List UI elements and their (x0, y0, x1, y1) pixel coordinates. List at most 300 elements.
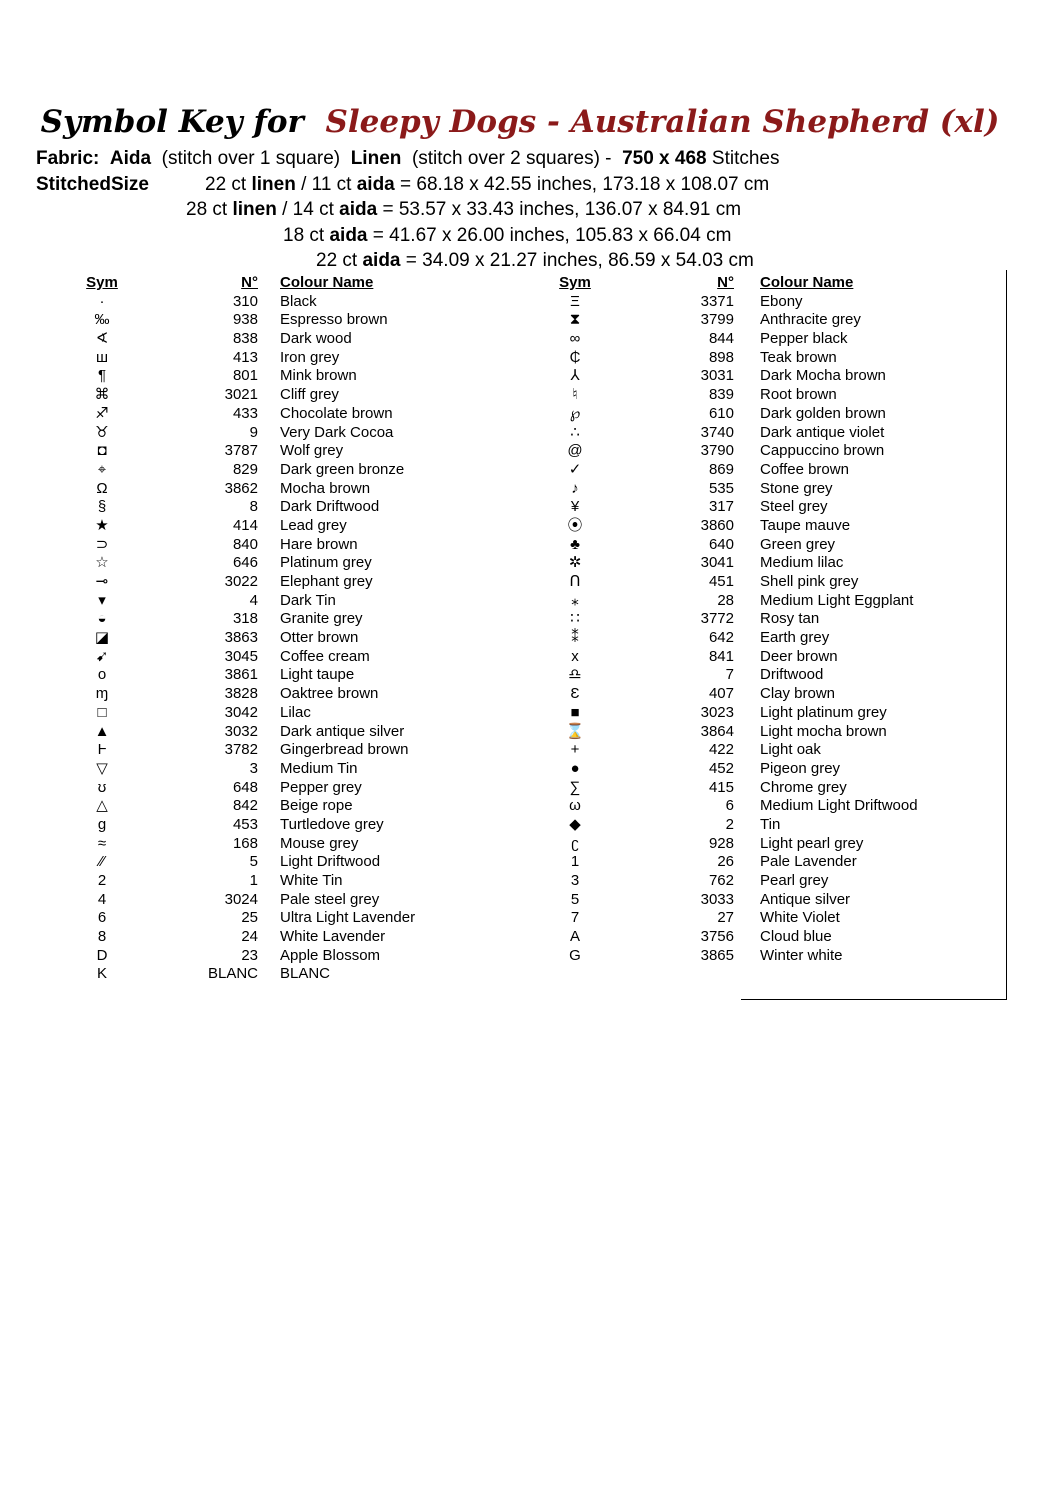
table-row (72, 461, 512, 480)
row-number: 3023 (700, 703, 734, 721)
row-symbol: ⁄⁄ (99, 853, 105, 871)
row-symbol: ∢ (95, 330, 109, 348)
row-colour-name: Dark Mocha brown (760, 367, 886, 385)
table-row (72, 405, 512, 424)
row-symbol: ♉ (95, 423, 109, 441)
size-1-aida: aida (356, 174, 395, 195)
row-symbol: ω (569, 797, 581, 815)
row-number: 842 (232, 797, 258, 815)
row-colour-name: Dark antique silver (280, 722, 405, 740)
fabric-linen: Linen (350, 148, 402, 169)
table-row (72, 723, 512, 742)
row-number: 646 (232, 554, 258, 572)
row-number: 407 (708, 685, 734, 703)
row-symbol: ♐ (95, 404, 109, 422)
row-symbol: Ⱶ (97, 741, 107, 759)
size-line-1 (205, 174, 769, 196)
row-symbol: · (99, 292, 105, 310)
row-number: 3790 (700, 442, 734, 460)
table-row (72, 517, 512, 536)
table-row (545, 648, 1005, 667)
row-number: 7 (725, 666, 734, 684)
row-colour-name: Shell pink grey (760, 573, 859, 590)
row-symbol: 6 (97, 909, 107, 927)
row-colour-name: Green grey (760, 535, 836, 553)
table-row (72, 816, 512, 835)
row-number: 168 (232, 834, 258, 852)
row-number: 6 (725, 797, 734, 815)
table-row (72, 536, 512, 555)
row-colour-name: Driftwood (760, 666, 824, 684)
row-symbol: 1 (570, 853, 580, 871)
row-number: 640 (708, 535, 734, 553)
table-row (72, 779, 512, 798)
row-number: 3045 (224, 647, 258, 665)
table-row (72, 797, 512, 816)
row-colour-name: Ebony (760, 292, 803, 310)
row-colour-name: Wolf grey (280, 442, 344, 460)
row-number: 415 (708, 778, 734, 796)
table-row (545, 442, 1005, 461)
row-number: 3782 (224, 741, 258, 759)
row-colour-name: Winter white (760, 946, 843, 964)
row-number: 422 (708, 741, 734, 759)
row-colour-name: Teak brown (760, 348, 837, 366)
row-number: 938 (232, 311, 258, 329)
table-row (545, 872, 1005, 891)
page-title (0, 104, 1040, 140)
row-colour-name: Earth grey (760, 629, 830, 647)
row-number: 3865 (700, 946, 734, 964)
table-row (72, 835, 512, 854)
row-colour-name: Turtledove grey (280, 815, 384, 833)
row-symbol: ★ (95, 516, 109, 534)
row-number: 3740 (700, 423, 734, 441)
row-symbol: D (96, 946, 108, 964)
row-number: 8 (249, 498, 258, 516)
row-symbol: △ (96, 797, 108, 815)
table-row (72, 349, 512, 368)
stitched-label: StitchedSize (36, 174, 149, 195)
row-number: 433 (232, 404, 258, 422)
table-row (72, 666, 512, 685)
row-number: 928 (708, 834, 734, 852)
row-symbol: ☆ (95, 554, 109, 572)
row-colour-name: Clay brown (760, 685, 836, 703)
table-row (72, 853, 512, 872)
fabric-linen-note: (stitch over 2 squares) - (411, 148, 612, 169)
table-row (545, 311, 1005, 330)
row-colour-name: Medium Tin (280, 759, 358, 777)
row-colour-name: Pepper black (760, 330, 848, 348)
row-symbol: ♪ (571, 479, 579, 497)
header-name: Colour Name (760, 274, 854, 291)
row-symbol: Ξ (570, 292, 580, 310)
table-row (72, 741, 512, 760)
row-colour-name: Light Driftwood (280, 853, 381, 871)
row-colour-name: Steel grey (760, 498, 828, 516)
row-number: 648 (232, 778, 258, 796)
row-symbol: □ (97, 703, 107, 721)
size-4-dims: = 34.09 x 21.27 inches, 86.59 x 54.03 cm (405, 250, 754, 271)
table-row (545, 461, 1005, 480)
row-colour-name: Dark antique violet (760, 423, 885, 441)
table-row (72, 648, 512, 667)
table-row (72, 704, 512, 723)
row-symbol: ◒ (97, 610, 107, 628)
row-number: 3032 (224, 722, 258, 740)
table-row (545, 517, 1005, 536)
row-colour-name: Light mocha brown (760, 722, 887, 740)
row-number: 829 (232, 460, 258, 478)
table-row (72, 442, 512, 461)
row-number: 3041 (700, 554, 734, 572)
row-symbol: ● (570, 759, 580, 777)
row-colour-name: White Tin (280, 872, 343, 889)
row-number: 25 (241, 909, 258, 927)
size-1-count: 22 ct (205, 174, 247, 195)
row-number: 3862 (224, 479, 258, 497)
row-number: 1 (249, 872, 258, 889)
table-row (545, 573, 1005, 592)
row-colour-name: Iron grey (280, 348, 340, 366)
row-symbol: 8 (97, 928, 107, 946)
table-row (545, 592, 1005, 611)
table-row (545, 610, 1005, 629)
table-row (545, 386, 1005, 405)
row-colour-name: Beige rope (280, 797, 353, 815)
table-row (72, 367, 512, 386)
row-symbol: ⊸ (95, 573, 109, 590)
table-row (72, 554, 512, 573)
table-row (545, 853, 1005, 872)
row-symbol: ✓ (568, 460, 582, 478)
table-row (72, 947, 512, 966)
row-number: 3033 (700, 890, 734, 908)
row-symbol: A (569, 928, 580, 946)
row-colour-name: Tin (760, 815, 781, 833)
row-number: 841 (708, 647, 734, 665)
table-row (72, 293, 512, 312)
table-row (72, 891, 512, 910)
row-symbol: ✲ (568, 554, 582, 572)
size-line-2 (186, 199, 741, 221)
row-colour-name: Light taupe (280, 666, 355, 684)
row-number: 898 (708, 348, 734, 366)
row-symbol: K (96, 965, 107, 983)
row-symbol: ⊃ (95, 535, 109, 553)
table-row (545, 891, 1005, 910)
row-number: 24 (241, 928, 258, 946)
row-colour-name: BLANC (280, 965, 331, 983)
row-number: 28 (717, 591, 734, 609)
row-symbol: + (570, 741, 580, 759)
row-symbol: ♣ (570, 535, 580, 553)
row-colour-name: Root brown (760, 386, 837, 404)
row-number: 3022 (224, 573, 258, 590)
row-number: 3021 (224, 386, 258, 404)
table-row (545, 367, 1005, 386)
fabric-line (36, 148, 779, 170)
row-number: 840 (232, 535, 258, 553)
title-prefix: Symbol Key for (40, 104, 304, 140)
table-row (72, 610, 512, 629)
row-symbol: ꓵ (569, 573, 581, 590)
row-colour-name: Elephant grey (280, 573, 373, 590)
row-symbol: ⧗ (569, 311, 581, 329)
table-row (545, 349, 1005, 368)
row-number: 3371 (700, 292, 734, 310)
table-row (72, 629, 512, 648)
row-number: 3828 (224, 685, 258, 703)
row-number: 3024 (224, 890, 258, 908)
row-symbol: ⁎ (571, 591, 579, 609)
table-row (72, 311, 512, 330)
row-colour-name: Chocolate brown (280, 404, 393, 422)
row-number: 9 (249, 423, 258, 441)
row-colour-name: Cliff grey (280, 386, 339, 404)
table-row (72, 424, 512, 443)
row-colour-name: Very Dark Cocoa (280, 423, 394, 441)
row-number: 27 (717, 909, 734, 927)
size-1-linen: linen (251, 174, 296, 195)
row-colour-name: Gingerbread brown (280, 741, 409, 759)
size-3-count: 18 ct (283, 225, 325, 246)
table-header (72, 274, 512, 293)
row-symbol: ⁑ (571, 629, 579, 647)
row-number: 3031 (700, 367, 734, 385)
table-row (545, 816, 1005, 835)
table-row (545, 797, 1005, 816)
size-2-count2: / 14 ct (282, 199, 334, 220)
row-symbol: ∷ (570, 610, 580, 628)
row-colour-name: Medium Light Driftwood (760, 797, 918, 815)
table-row (545, 685, 1005, 704)
size-4-aida: aida (362, 250, 401, 271)
table-row (545, 704, 1005, 723)
row-colour-name: Deer brown (760, 647, 838, 665)
row-colour-name: Light platinum grey (760, 703, 887, 721)
row-number: 762 (708, 872, 734, 889)
row-symbol: ⌘ (94, 386, 110, 404)
row-symbol: ⦿ (567, 516, 583, 534)
key-table-right (545, 274, 1005, 965)
table-row (545, 536, 1005, 555)
size-1-dims: = 68.18 x 42.55 inches, 173.18 x 108.07 cm (400, 174, 770, 195)
row-number: 26 (717, 853, 734, 871)
row-colour-name: Platinum grey (280, 554, 372, 572)
row-number: 3787 (224, 442, 258, 460)
header-num: N° (241, 274, 258, 291)
row-symbol: ♎ (568, 666, 582, 684)
row-colour-name: Stone grey (760, 479, 833, 497)
row-colour-name: Pearl grey (760, 872, 829, 889)
row-number: 414 (232, 516, 258, 534)
size-3-aida: aida (329, 225, 368, 246)
row-number: 642 (708, 629, 734, 647)
row-symbol: ɱ (95, 685, 109, 703)
row-symbol: ◪ (94, 629, 110, 647)
row-colour-name: Coffee brown (760, 460, 849, 478)
row-symbol: 5 (570, 890, 580, 908)
row-number: 413 (232, 348, 258, 366)
row-colour-name: Medium lilac (760, 554, 844, 572)
row-symbol: ‰ (94, 311, 110, 329)
row-colour-name: Dark golden brown (760, 404, 886, 422)
row-number: 23 (241, 946, 258, 964)
size-2-count: 28 ct (186, 199, 228, 220)
row-number: 318 (232, 610, 258, 628)
table-row (72, 573, 512, 592)
size-2-linen: linen (232, 199, 277, 220)
row-colour-name: Light oak (760, 741, 821, 759)
row-number: 869 (708, 460, 734, 478)
row-symbol: ♮ (572, 386, 578, 404)
row-symbol: o (97, 666, 107, 684)
size-line-3 (283, 225, 731, 247)
row-symbol: x (571, 647, 579, 665)
row-symbol: ℘ (569, 404, 581, 422)
size-2-dims: = 53.57 x 33.43 inches, 136.07 x 84.91 cm (382, 199, 742, 220)
row-symbol: ∑ (569, 778, 581, 796)
row-colour-name: White Violet (760, 909, 840, 927)
row-number: 610 (708, 404, 734, 422)
header-sym: Sym (86, 274, 118, 291)
row-colour-name: Pepper grey (280, 778, 362, 796)
row-colour-name: Pigeon grey (760, 759, 841, 777)
row-colour-name: Antique silver (760, 890, 851, 908)
row-number: 2 (725, 815, 734, 833)
row-number: 801 (232, 367, 258, 385)
row-colour-name: Rosy tan (760, 610, 820, 628)
table-row (545, 909, 1005, 928)
row-symbol: ▾ (98, 591, 106, 609)
row-colour-name: Lilac (280, 703, 311, 721)
size-1-count2: / 11 ct (301, 174, 352, 195)
row-symbol: 3 (570, 872, 580, 889)
row-symbol: ʗ (571, 834, 579, 852)
table-row (72, 386, 512, 405)
row-colour-name: Medium Light Eggplant (760, 591, 914, 609)
table-row (72, 498, 512, 517)
row-symbol: ⅄ (570, 367, 580, 385)
pattern-name: Sleepy Dogs - Australian Shepherd (xl) (325, 104, 1000, 140)
row-number: 451 (708, 573, 734, 590)
table-row (72, 965, 512, 984)
row-colour-name: Black (280, 292, 317, 310)
size-4-count: 22 ct (316, 250, 358, 271)
row-colour-name: Ultra Light Lavender (280, 909, 416, 927)
row-colour-name: Dark wood (280, 330, 352, 348)
table-row (72, 909, 512, 928)
row-colour-name: Anthracite grey (760, 311, 861, 329)
table-row (545, 723, 1005, 742)
row-symbol: 2 (97, 872, 107, 889)
table-row (72, 480, 512, 499)
table-row (545, 405, 1005, 424)
table-row (72, 928, 512, 947)
row-number: 310 (232, 292, 258, 310)
stitched-label-line (36, 174, 149, 196)
row-symbol: ▲ (94, 722, 110, 740)
table-row (72, 685, 512, 704)
row-symbol: g (97, 815, 107, 833)
row-symbol: ■ (570, 703, 580, 721)
row-number: 838 (232, 330, 258, 348)
table-row (545, 629, 1005, 648)
row-number: 453 (232, 815, 258, 833)
size-3-dims: = 41.67 x 26.00 inches, 105.83 x 66.04 cm (372, 225, 732, 246)
size-2-aida: aida (339, 199, 378, 220)
row-colour-name: Pale steel grey (280, 890, 380, 908)
row-symbol: G (569, 946, 581, 964)
row-number: 3772 (700, 610, 734, 628)
table-row (545, 480, 1005, 499)
table-row (545, 666, 1005, 685)
table-border-bottom (741, 999, 1007, 1000)
row-colour-name: Hare brown (280, 535, 358, 553)
fabric-aida-note: (stitch over 1 square) (161, 148, 341, 169)
row-symbol: @ (567, 442, 583, 460)
row-colour-name: Light pearl grey (760, 834, 864, 852)
table-row (72, 330, 512, 349)
header-sym: Sym (559, 274, 591, 291)
header-num: N° (717, 274, 734, 291)
row-symbol: Ɛ (570, 685, 580, 703)
row-colour-name: Mouse grey (280, 834, 359, 852)
row-number: 839 (708, 386, 734, 404)
row-colour-name: Pale Lavender (760, 853, 857, 871)
row-number: BLANC (207, 965, 258, 983)
row-number: 5 (249, 853, 258, 871)
row-number: 3863 (224, 629, 258, 647)
stitch-word: Stitches (711, 148, 780, 169)
table-row (545, 424, 1005, 443)
row-number: 3799 (700, 311, 734, 329)
row-symbol: 7 (570, 909, 580, 927)
row-symbol: ∴ (570, 423, 580, 441)
row-colour-name: Taupe mauve (760, 516, 851, 534)
table-row (72, 760, 512, 779)
table-row (545, 947, 1005, 966)
table-row (545, 760, 1005, 779)
row-number: 535 (708, 479, 734, 497)
table-row (545, 779, 1005, 798)
row-number: 3756 (700, 928, 734, 946)
row-colour-name: Coffee cream (280, 647, 370, 665)
row-symbol: ◘ (97, 442, 107, 460)
row-symbol: ▽ (96, 759, 108, 777)
row-colour-name: White Lavender (280, 928, 386, 946)
row-colour-name: Mocha brown (280, 479, 371, 497)
table-row (545, 835, 1005, 854)
table-row (545, 554, 1005, 573)
table-row (545, 293, 1005, 312)
header-name: Colour Name (280, 274, 374, 291)
row-number: 452 (708, 759, 734, 777)
row-symbol: ⌖ (97, 460, 107, 478)
row-colour-name: Dark green bronze (280, 460, 405, 478)
row-symbol: ¶ (97, 367, 107, 385)
row-symbol: ʊ (97, 778, 107, 796)
table-row (72, 872, 512, 891)
fabric-aida: Aida (109, 148, 152, 169)
row-colour-name: Otter brown (280, 629, 359, 647)
table-header (545, 274, 1005, 293)
row-colour-name: Oaktree brown (280, 685, 379, 703)
row-colour-name: Mink brown (280, 367, 357, 385)
row-number: 3 (249, 759, 258, 777)
